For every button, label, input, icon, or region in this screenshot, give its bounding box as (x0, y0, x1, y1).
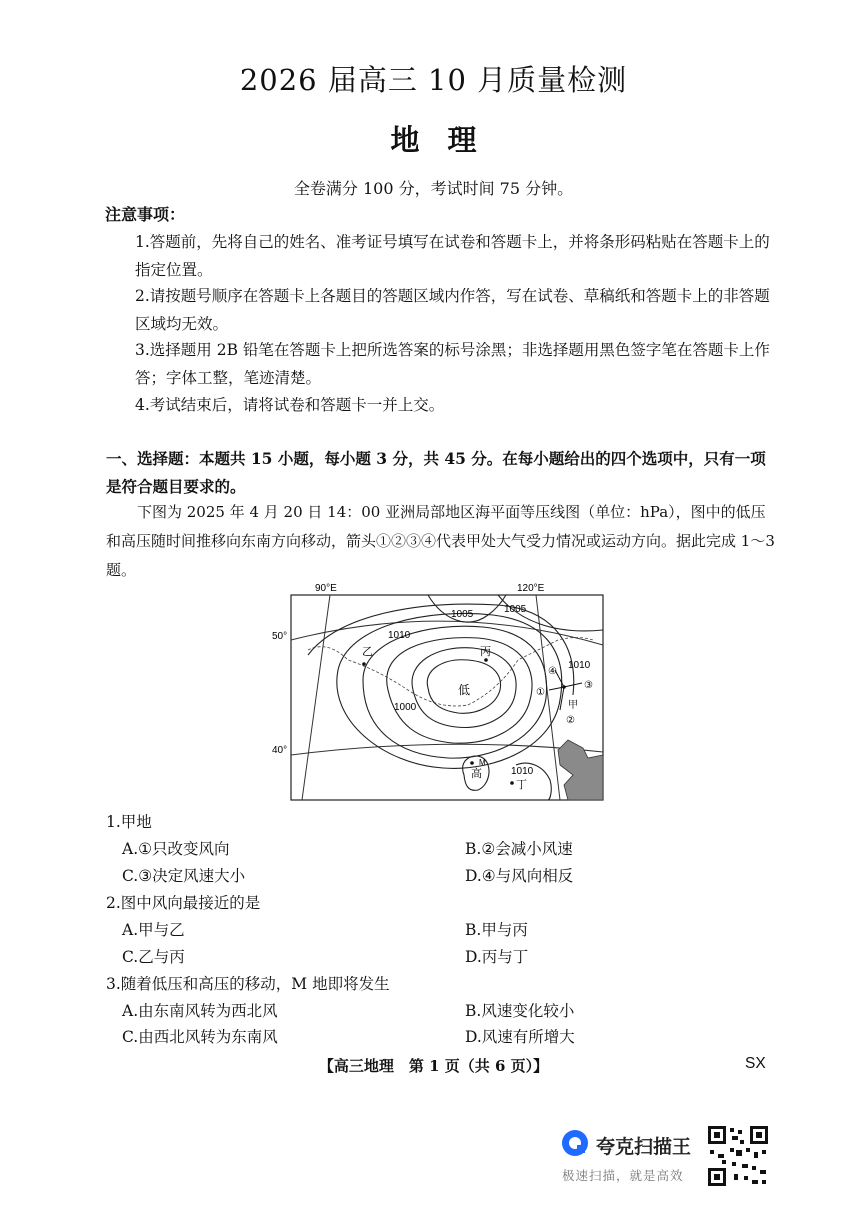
qr-code-icon (706, 1124, 770, 1188)
isobar (363, 626, 547, 758)
place-dot (484, 658, 488, 662)
lat-label: 50° (272, 631, 288, 642)
isobar-map (268, 580, 608, 802)
subject-title: 地理 (390, 123, 505, 157)
isobar-label: 1010 (511, 766, 534, 777)
notice-heading: 注意事项： (105, 205, 186, 224)
notice-item: 1.答题前，先将自己的姓名、准考证号填写在试卷和答题卡上，并将条形码粘贴在答题卡上的指定位置。 (135, 233, 770, 279)
option: A.由东南风转为西北风 (122, 1002, 278, 1020)
lon-label: 120°E (517, 583, 545, 594)
low-center: 低 (458, 683, 471, 697)
isobar-label: 1005 (451, 609, 474, 620)
notice-item: 4.考试结束后，请将试卷和答题卡一并上交。 (135, 396, 445, 414)
option: B.甲与丙 (465, 921, 528, 939)
sea-region (558, 740, 603, 800)
paper-code: SX (745, 1055, 766, 1072)
option: B.②会减小风速 (465, 840, 573, 858)
arrow-label: ① (536, 687, 545, 698)
scanner-slogan: 极速扫描，就是高效 (562, 1168, 684, 1183)
scanner-logo-icon (560, 1128, 590, 1163)
place-dot (470, 761, 474, 765)
option: A.甲与乙 (122, 921, 185, 939)
isobar (337, 613, 562, 768)
arrow-label: ③ (584, 680, 593, 691)
option: A.①只改变风向 (122, 840, 230, 858)
option: D.丙与丁 (465, 948, 529, 966)
notice-item: 2.请按题号顺序在答题卡上各题目的答题区域内作答，写在试卷、草稿纸和答题卡上的非答题区域均无效。 (135, 287, 770, 333)
place-dot (362, 662, 366, 666)
page-title: 2026 届高三 10 月质量检测 (239, 63, 628, 97)
lon-label: 90°E (315, 583, 337, 594)
meridian-90e (302, 595, 330, 800)
question-stem: 2.图中风向最接近的是 (106, 894, 261, 912)
place-label: 丙 (480, 645, 491, 658)
option: D.风速有所增大 (465, 1028, 575, 1046)
place-label: M (479, 758, 486, 767)
question-stem: 1.甲地 (106, 813, 152, 831)
question-intro: 下图为 2025 年 4 月 20 日 14：00 亚洲局部地区海平面等压线图（单位：hPa），图中的低压和高压随时间推移向东南方向移动，箭头①②③④代表甲处大气受力情况或运动方向。据此完成 1～3 题。 (106, 503, 775, 579)
arrow-label: ④ (548, 666, 557, 677)
notice-item: 3.选择题用 2B 铅笔在答题卡上把所选答案的标号涂黑；非选择题用黑色签字笔在答题卡上作答；字体工整，笔迹清楚。 (135, 341, 770, 387)
question-stem: 3.随着低压和高压的移动，M 地即将发生 (106, 975, 390, 993)
option: B.风速变化较小 (465, 1002, 575, 1020)
isobar-label: 1005 (504, 604, 527, 615)
option: C.乙与丙 (122, 948, 185, 966)
place-label: 甲 (568, 700, 578, 711)
arrow-label: ② (566, 715, 575, 726)
lat-label: 40° (272, 745, 288, 756)
page-footer: 【高三地理 第 1 页（共 6 页）】 (318, 1057, 549, 1075)
option: D.④与风向相反 (465, 867, 574, 885)
option: C.③决定风速大小 (122, 867, 246, 885)
scanner-name: 夸克扫描王 (596, 1136, 692, 1158)
place-dot (510, 781, 514, 785)
score-info: 全卷满分 100 分，考试时间 75 分钟。 (293, 179, 574, 198)
place-label: 乙 (362, 645, 373, 658)
parallel-50 (291, 621, 603, 645)
place-label: 丁 (516, 778, 527, 791)
isobar-label: 1010 (388, 630, 411, 641)
parallel-40 (291, 744, 603, 755)
isobar-label: 1000 (394, 702, 417, 713)
isobar-label: 1010 (568, 660, 591, 671)
arrow-3 (564, 683, 582, 687)
section-heading: 一、选择题：本题共 15 小题，每小题 3 分，共 45 分。在每小题给出的四个选项中，只有一项是符合题目要求的。 (106, 449, 766, 496)
option: C.由西北风转为东南风 (122, 1028, 278, 1046)
high-center: 高 (471, 767, 482, 780)
